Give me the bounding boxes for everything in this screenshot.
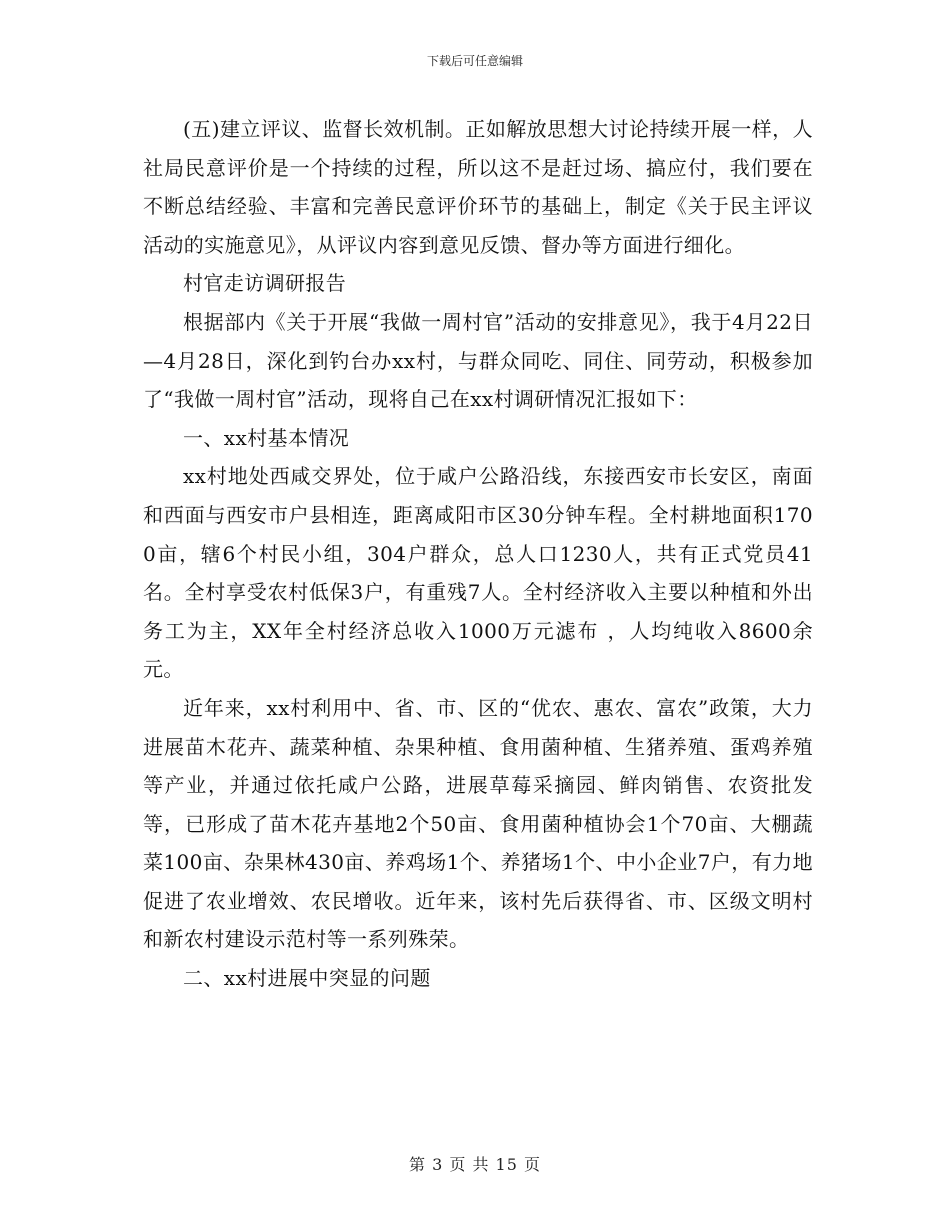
document-body — [143, 110, 813, 998]
section-heading-basic-situation: 一、xx村基本情况 — [183, 425, 350, 450]
paragraph-village-development: 近年来，xx村利用中、省、市、区的“优农、惠农、富农”政策，大力进展苗木花卉、蔬菜种植、杂果种植、食用菌种植、生猪养殖、蛋鸡养殖等产业，并通过依托咸户公路，进展草莓采摘园、鲜肉销售、农资批发等，已形成了苗木花卉基地2个50亩、食用菌种植协会1个70亩、大棚蔬菜100亩、杂果林430亩、养鸡场1个、养猪场1个、中小企业7户，有力地促进了农业增效、农民增收。近年来，该村先后获得省、市、区级文明村和新农村建设示范村等一系列殊荣。 — [143, 695, 813, 952]
page-number: 第 3 页 共 15 页 — [409, 1155, 541, 1174]
section-heading-problems: 二、xx村进展中突显的问题 — [183, 966, 431, 991]
page-header-note: 下载后可任意编辑 — [426, 54, 523, 68]
report-title: 村官走访调研报告 — [183, 271, 347, 296]
paragraph-introduction: 根据部内《关于开展“我做一周村官”活动的安排意见》，我于4月22日—4月28日，深化到钓台办xx村，与群众同吃、同住、同劳动，积极参加了“我做一周村官”活动，现将自己在xx村调研情况汇报如下： — [143, 309, 813, 412]
paragraph-supervision-mechanism: (五)建立评议、监督长效机制。正如解放思想大讨论持续开展一样，人社局民意评价是一个持续的过程，所以这不是赶过场、搞应付，我们要在不断总结经验、丰富和完善民意评价环节的基础上，制定《关于民主评议活动的实施意见》，从评议内容到意见反馈、督办等方面进行细化。 — [143, 117, 813, 257]
paragraph-village-overview: xx村地处西咸交界处，位于咸户公路沿线，东接西安市长安区，南面和西面与西安市户县相连，距离咸阳市区30分钟车程。全村耕地面积1700亩，辖6个村民小组，304户群众，总人口1230人，共有正式党员41名。全村享受农村低保3户，有重残7人。全村经济收入主要以种植和外出务工为主，XX年全村经济总收入1000万元滤布 ，人均纯收入8600余元。 — [143, 464, 813, 682]
